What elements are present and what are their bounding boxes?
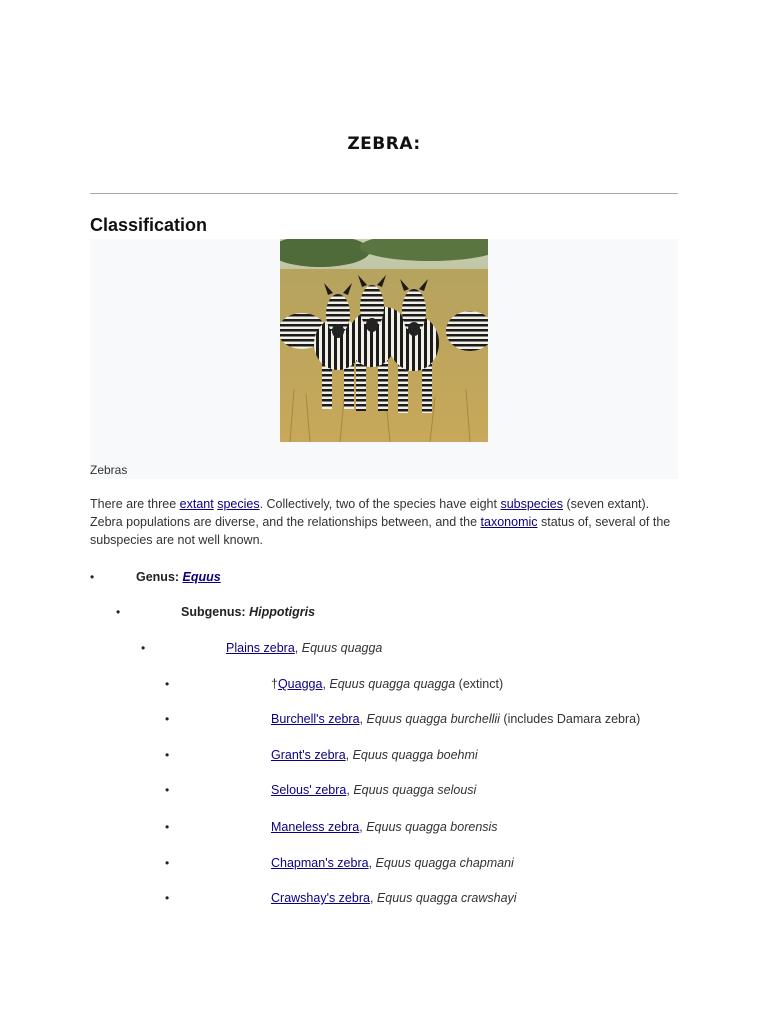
extinct-dagger: † [271, 677, 278, 691]
subspecies-link[interactable]: Crawshay's zebra [271, 891, 370, 905]
zebra-photo[interactable] [280, 239, 488, 442]
bullet: • [116, 605, 121, 619]
para-text-5: status of, several of the subspecies are not well known. [90, 515, 671, 547]
subspecies-separator: , [369, 891, 377, 905]
bullet: • [141, 641, 146, 655]
bullet: • [165, 712, 170, 726]
figure-caption: Zebras [90, 463, 128, 477]
subspecies-row [271, 677, 503, 691]
para-text-4: (seven extant). Zebra populations are diverse, and the relationships between, and the [90, 497, 650, 529]
species-separator: , [294, 641, 302, 655]
subspecies-separator: , [359, 712, 367, 726]
subspecies-link[interactable]: Grant's zebra [271, 748, 346, 762]
subspecies-link[interactable]: Chapman's zebra [271, 856, 369, 870]
genus-label: Genus: [136, 570, 183, 584]
subspecies-link[interactable]: Selous' zebra [271, 783, 347, 797]
subspecies-link[interactable]: Maneless zebra [271, 820, 360, 834]
page-title: ZEBRA: [347, 134, 421, 154]
subspecies-row [271, 783, 476, 797]
species-row [226, 641, 382, 655]
subspecies-scientific-name: Equus quagga selousi [353, 783, 477, 797]
subspecies-link[interactable]: Quagga [277, 677, 323, 691]
subspecies-row [271, 820, 498, 834]
subspecies-scientific-name: Equus quagga boehmi [352, 748, 478, 762]
bullet: • [165, 891, 170, 905]
para-text-1: There are three [90, 497, 180, 511]
subspecies-separator: , [359, 820, 367, 834]
subspecies-scientific-name: Equus quagga borensis [366, 820, 498, 834]
genus-equus-link[interactable]: Equus [182, 570, 221, 584]
bullet: • [165, 783, 170, 797]
bullet: • [90, 570, 95, 584]
subgenus-row [181, 605, 315, 619]
extant-link[interactable]: extant [179, 497, 214, 511]
subspecies-row [271, 748, 478, 762]
species-link[interactable]: species [217, 497, 260, 511]
subspecies-separator: , [346, 783, 354, 797]
subspecies-note: (extinct) [455, 677, 504, 691]
species-scientific-name: Equus quagga [301, 641, 383, 655]
subspecies-row [271, 891, 517, 905]
para-text-3: . Collectively, two of the species have eight [259, 497, 501, 511]
bullet: • [165, 677, 170, 691]
subspecies-separator: , [322, 677, 330, 691]
subspecies-scientific-name: Equus quagga crawshayi [376, 891, 517, 905]
subspecies-link[interactable]: Burchell's zebra [271, 712, 360, 726]
bullet: • [165, 820, 170, 834]
intro-paragraph [90, 495, 680, 549]
subspecies-separator: , [368, 856, 376, 870]
subspecies-scientific-name: Equus quagga chapmani [375, 856, 514, 870]
subspecies-note: (includes Damara zebra) [499, 712, 641, 726]
taxonomic-link[interactable]: taxonomic [480, 515, 538, 529]
subspecies-row [271, 856, 514, 870]
plains-zebra-link[interactable]: Plains zebra [226, 641, 295, 655]
section-heading: Classification [90, 215, 208, 235]
subgenus-label: Subgenus: [181, 605, 250, 619]
subspecies-separator: , [345, 748, 353, 762]
bullet: • [165, 856, 170, 870]
subspecies-scientific-name: Equus quagga burchellii [366, 712, 500, 726]
title-divider [90, 193, 678, 194]
subspecies-row [271, 712, 640, 726]
subgenus-name: Hippotigris [249, 605, 316, 619]
subspecies-link[interactable]: subspecies [500, 497, 563, 511]
genus-row [136, 570, 221, 584]
figure-box [90, 239, 678, 479]
bullet: • [165, 748, 170, 762]
subspecies-scientific-name: Equus quagga quagga [329, 677, 456, 691]
